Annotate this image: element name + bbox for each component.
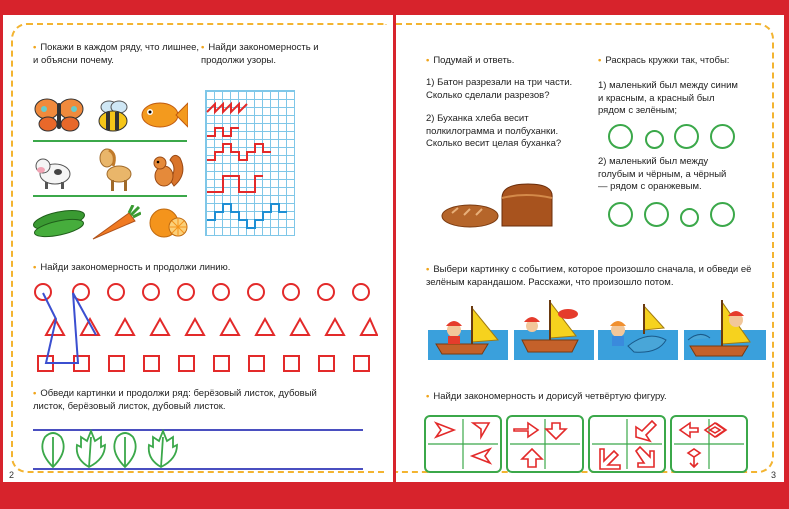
task-text: • Покажи в каждом ряду, что лишнее, и объясни почему. xyxy=(33,42,200,66)
task-text: • Раскрась кружки так, чтобы: xyxy=(598,55,730,66)
circle-shape xyxy=(644,202,669,227)
horse-icon xyxy=(95,146,135,192)
task-text: • Найди закономерность и продолжи узоры. xyxy=(201,42,319,66)
story-pictures xyxy=(428,300,768,362)
carrot-icon xyxy=(89,205,141,241)
circle-shape xyxy=(645,130,664,149)
cow-icon xyxy=(33,150,73,190)
divider xyxy=(33,140,187,142)
circle-shape xyxy=(608,202,633,227)
left-page xyxy=(3,15,393,482)
question-1: 1) Батон разрезали на три части. Сколько сделали разрезов? xyxy=(426,77,573,101)
circle-shape xyxy=(680,208,699,227)
task-text: • Выбери картинку с событием, которое произошло сначала, и обведи её зелёным карандашом. Расскажи, что произошло потом. xyxy=(426,264,752,288)
task-text: • Подумай и ответь. xyxy=(426,55,515,66)
triangle-square-rows xyxy=(28,275,378,375)
bee-icon xyxy=(93,99,133,133)
divider xyxy=(33,195,187,197)
squirrel-icon xyxy=(148,150,188,190)
circle-shape xyxy=(608,124,633,149)
bread-icon xyxy=(440,180,560,230)
fish-icon xyxy=(138,99,188,131)
question-2: 2) Буханка хлеба весит полкилограмма и полбуханки. Сколько весит целая буханка? xyxy=(426,113,562,149)
pattern-lines xyxy=(205,90,295,236)
circle-shape xyxy=(674,124,699,149)
butterfly-icon xyxy=(33,97,85,133)
condition-2: 2) маленький был между голубым и чёрным, а чёрный — рядом с оранжевым. xyxy=(598,156,727,192)
leaves-row xyxy=(37,429,187,469)
circle-shape xyxy=(710,124,735,149)
circle-shape xyxy=(710,202,735,227)
figure-arrows xyxy=(424,415,750,473)
page-number: 3 xyxy=(770,470,776,480)
page-number: 2 xyxy=(9,470,15,480)
task-text: • Найди закономерность и дорисуй четвёртую фигуру. xyxy=(426,391,667,402)
condition-1: 1) маленький был между синим и красным, а красный был рядом с зелёным; xyxy=(598,80,738,116)
orange-icon xyxy=(148,205,188,239)
task-text: • Найди закономерность и продолжи линию. xyxy=(33,262,231,273)
cucumber-icon xyxy=(31,208,87,238)
task-text: • Обведи картинки и продолжи ряд: берёзовый листок, дубовый листок, берёзовый листок, дубовый листок. xyxy=(33,388,317,412)
right-page xyxy=(396,15,784,482)
